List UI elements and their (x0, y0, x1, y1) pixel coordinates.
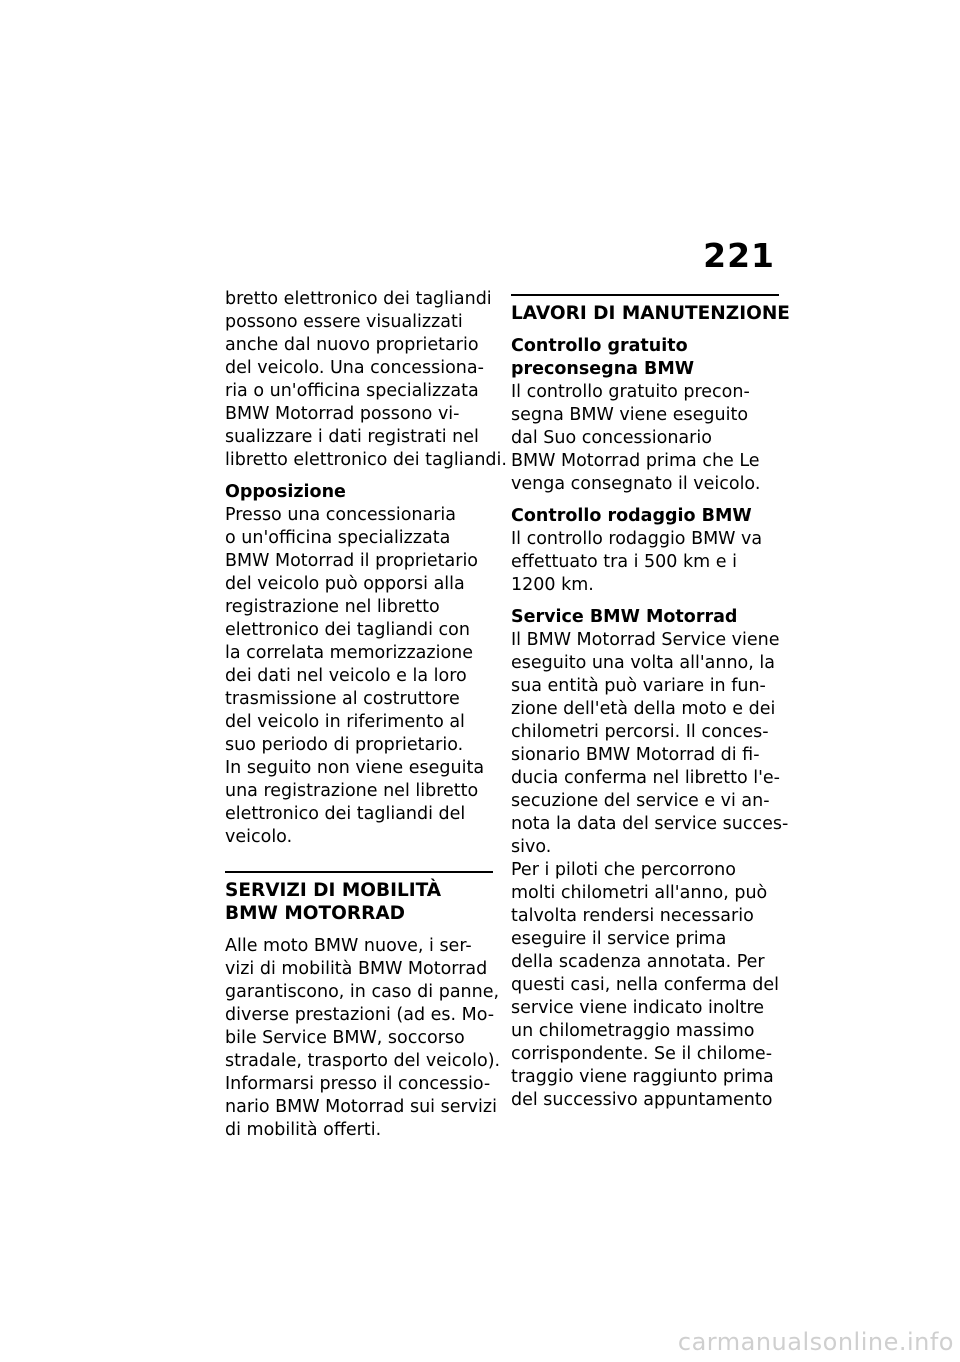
text-line: BMW Motorrad il proprietario (225, 551, 479, 571)
text-line: diverse prestazioni (ad es. Mo- (225, 1005, 495, 1025)
service-heading: Service BMW Motorrad (511, 607, 738, 627)
opposizione-heading: Opposizione (225, 482, 346, 502)
text-line: veicolo. (225, 827, 293, 847)
text-line: di mobilità offerti. (225, 1120, 382, 1140)
text-line: 1200 km. (511, 575, 594, 595)
text-line: anche dal nuovo proprietario (225, 335, 479, 355)
text-line: traggio viene raggiunto prima (511, 1067, 774, 1087)
text-line: del veicolo. Una concessiona- (225, 358, 484, 378)
controllo-gratuito-block (511, 335, 779, 496)
text-line: eseguito una volta all'anno, la (511, 653, 775, 673)
text-line: dal Suo concessionario (511, 428, 712, 448)
text-line: secuzione del service e vi an- (511, 791, 770, 811)
text-line: vizi di mobilità BMW Motorrad (225, 959, 488, 979)
section-title: SERVIZI DI MOBILITÀ (225, 880, 442, 901)
text-line: questi casi, nella conferma del (511, 975, 779, 995)
text-line: BMW Motorrad prima che Le (511, 451, 760, 471)
page-number: 221 (703, 236, 775, 275)
text-line: molti chilometri all'anno, può (511, 883, 768, 903)
text-line: ria o un'officina specializzata (225, 381, 479, 401)
servizi-section-header (225, 871, 493, 925)
text-line: bile Service BMW, soccorso (225, 1028, 465, 1048)
rodaggio-block (511, 505, 779, 597)
text-line: una registrazione nel libretto (225, 781, 479, 801)
left-column (225, 288, 507, 1151)
text-line: del successivo appuntamento (511, 1090, 773, 1110)
text-line: nario BMW Motorrad sui servizi (225, 1097, 497, 1117)
text-line: Il controllo rodaggio BMW va (511, 529, 763, 549)
manutenzione-section-header (511, 294, 790, 325)
text-line: del veicolo può opporsi alla (225, 574, 465, 594)
text-line: o un'officina specializzata (225, 528, 451, 548)
text-line: sionario BMW Motorrad di fi- (511, 745, 760, 765)
text-line: nota la data del service succes- (511, 814, 789, 834)
text-line: sua entità può variare in fun- (511, 676, 766, 696)
text-line: sualizzare i dati registrati nel (225, 427, 479, 447)
text-line: un chilometraggio massimo (511, 1021, 755, 1041)
controllo-gratuito-heading: preconsegna BMW (511, 359, 695, 379)
text-line: eseguire il service prima (511, 929, 727, 949)
text-line: la correlata memorizzazione (225, 643, 474, 663)
text-line: zione dell'età della moto e dei (511, 699, 776, 719)
text-line: venga consegnato il veicolo. (511, 474, 761, 494)
text-line: della scadenza annotata. Per (511, 952, 765, 972)
text-line: talvolta rendersi necessario (511, 906, 754, 926)
text-line: Alle moto BMW nuove, i ser- (225, 936, 472, 956)
text-line: In seguito non viene eseguita (225, 758, 485, 778)
service-block (511, 606, 789, 1112)
text-line: elettronico dei tagliandi con (225, 620, 470, 640)
section-title: BMW MOTORRAD (225, 903, 406, 924)
text-line: libretto elettronico dei tagliandi. (225, 450, 507, 470)
text-line: bretto elettronico dei tagliandi (225, 289, 492, 309)
right-column (511, 288, 790, 1112)
text-line: trasmissione al costruttore (225, 689, 460, 709)
text-line: effettuato tra i 500 km e i (511, 552, 737, 572)
text-line: garantiscono, in caso di panne, (225, 982, 500, 1002)
text-line: corrispondente. Se il chilome- (511, 1044, 773, 1064)
opposizione-block (225, 481, 493, 849)
text-line: ducia conferma nel libretto l'e- (511, 768, 780, 788)
text-line: dei dati nel veicolo e la loro (225, 666, 467, 686)
text-line: Presso una concessionaria (225, 505, 457, 525)
text-line: Per i piloti che percorrono (511, 860, 736, 880)
text-line: Informarsi presso il concessio- (225, 1074, 491, 1094)
intro-paragraph (225, 288, 507, 472)
text-line: service viene indicato inoltre (511, 998, 765, 1018)
text-line: Il BMW Motorrad Service viene (511, 630, 780, 650)
rodaggio-heading: Controllo rodaggio BMW (511, 506, 752, 526)
text-line: suo periodo di proprietario. (225, 735, 464, 755)
text-line: chilometri percorsi. Il conces- (511, 722, 769, 742)
text-line: del veicolo in riferimento al (225, 712, 465, 732)
text-line: Il controllo gratuito precon- (511, 382, 750, 402)
section-title: LAVORI DI MANUTENZIONE (511, 303, 790, 324)
text-line: sivo. (511, 837, 552, 857)
text-line: stradale, trasporto del veicolo). (225, 1051, 501, 1071)
text-line: BMW Motorrad possono vi- (225, 404, 460, 424)
text-line: registrazione nel libretto (225, 597, 440, 617)
text-line: elettronico dei tagliandi del (225, 804, 466, 824)
controllo-gratuito-heading: Controllo gratuito (511, 336, 688, 356)
text-line: possono essere visualizzati (225, 312, 463, 332)
watermark: carmanualsonline.info (677, 1328, 954, 1356)
servizi-paragraph (225, 935, 501, 1142)
text-line: segna BMW viene eseguito (511, 405, 749, 425)
